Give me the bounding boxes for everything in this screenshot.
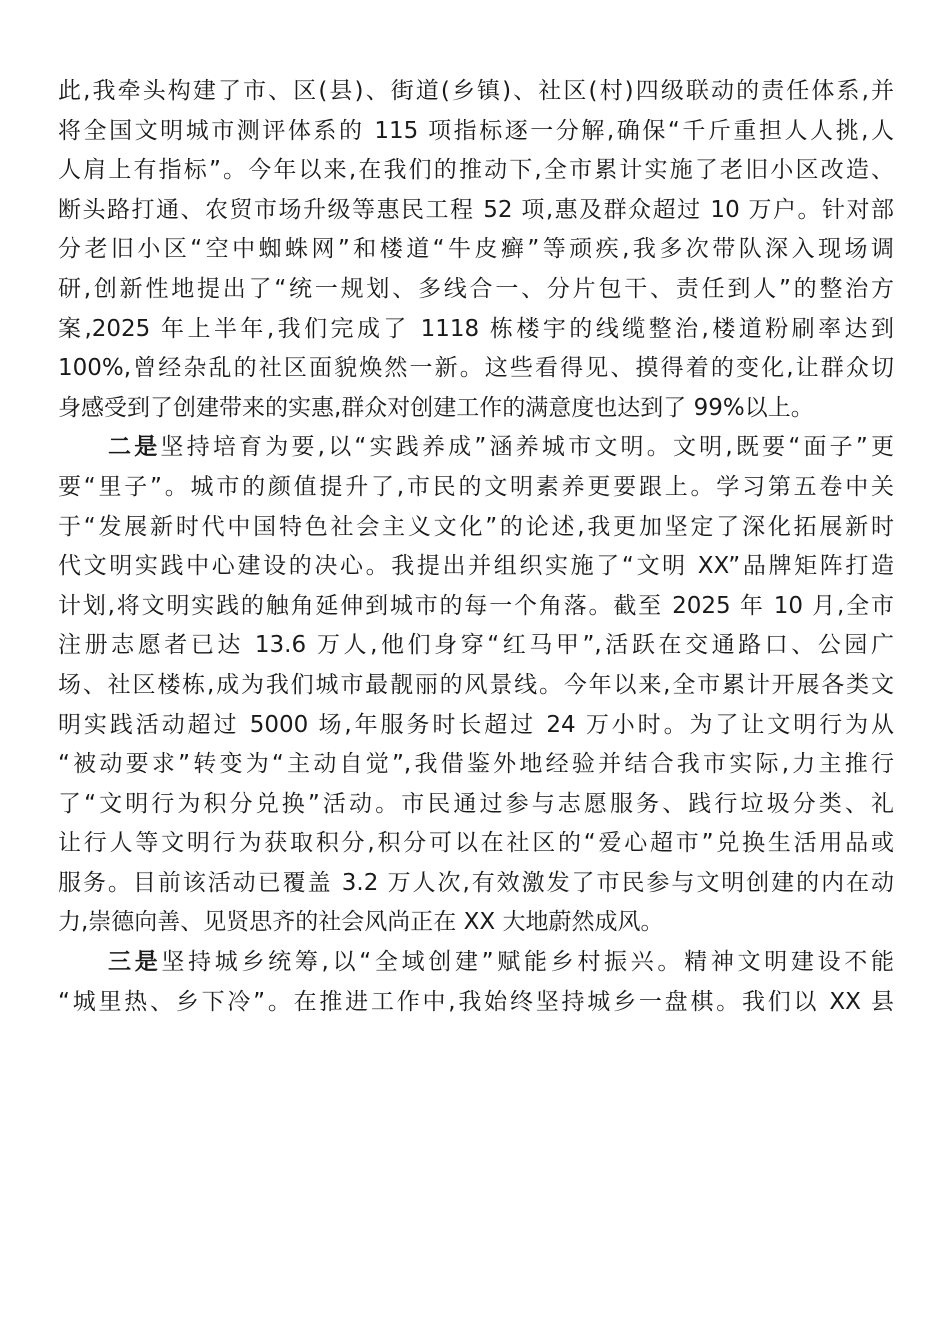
text-line: 明实践活动超过 5000 场,年服务时长超过 24 万小时。为了让文明行为从 bbox=[58, 711, 894, 738]
text-line: 将全国文明城市测评体系的 115 项指标逐一分解,确保“千斤重担人人挑,人 bbox=[58, 117, 894, 144]
paragraph-3 bbox=[58, 943, 894, 1022]
paragraph-first-line bbox=[58, 943, 894, 983]
paragraph-lead-heading: 三是 bbox=[108, 949, 162, 976]
paragraph-1 bbox=[58, 72, 894, 428]
text-line: 场、社区楼栋,成为我们城市最靓丽的风景线。今年以来,全市累计开展各类文 bbox=[58, 671, 894, 698]
text-line: “被动要求”转变为“主动自觉”,我借鉴外地经验并结合我市实际,力主推行 bbox=[58, 751, 894, 778]
paragraph-lead-heading: 二是 bbox=[108, 434, 161, 461]
text-line: 了“文明行为积分兑换”活动。市民通过参与志愿服务、践行垃圾分类、礼 bbox=[58, 790, 894, 817]
text-segment: 坚持培育为要,以“实践养成”涵养城市文明。文明,既要“面子”更 bbox=[160, 434, 894, 461]
paragraph-first-line bbox=[58, 428, 894, 468]
text-line: “城里热、乡下冷”。在推进工作中,我始终坚持城乡一盘棋。我们以 XX 县 bbox=[58, 988, 894, 1015]
text-line: 研,创新性地提出了“统一规划、多线合一、分片包干、责任到人”的整治方 bbox=[58, 275, 894, 302]
text-line: 力,崇德向善、见贤思齐的社会风尚正在 XX 大地蔚然成风。 bbox=[58, 909, 664, 936]
text-line: 要“里子”。城市的颜值提升了,市民的文明素养更要跟上。学习第五卷中关 bbox=[58, 473, 894, 500]
paragraph-2 bbox=[58, 428, 894, 943]
text-line: 分老旧小区“空中蜘蛛网”和楼道“牛皮癣”等顽疾,我多次带队深入现场调 bbox=[58, 236, 894, 263]
text-line: 100%,曾经杂乱的社区面貌焕然一新。这些看得见、摸得着的变化,让群众切 bbox=[58, 355, 894, 382]
text-line: 让行人等文明行为获取积分,积分可以在社区的“爱心超市”兑换生活用品或 bbox=[58, 830, 894, 857]
text-line: 注册志愿者已达 13.6 万人,他们身穿“红马甲”,活跃在交通路口、公园广 bbox=[58, 632, 894, 659]
text-line: 代文明实践中心建设的决心。我提出并组织实施了“文明 XX”品牌矩阵打造 bbox=[58, 553, 894, 580]
text-line: 计划,将文明实践的触角延伸到城市的每一个角落。截至 2025 年 10 月,全市 bbox=[58, 592, 894, 619]
text-line: 断头路打通、农贸市场升级等惠民工程 52 项,惠及群众超过 10 万户。针对部 bbox=[58, 196, 894, 223]
text-line: 身感受到了创建带来的实惠,群众对创建工作的满意度也达到了 99%以上。 bbox=[58, 394, 814, 421]
text-line: 此,我牵头构建了市、区(县)、街道(乡镇)、社区(村)四级联动的责任体系,并 bbox=[58, 78, 894, 104]
text-line: 于“发展新时代中国特色社会主义文化”的论述,我更加坚定了深化拓展新时 bbox=[58, 513, 894, 540]
text-line: 案,2025 年上半年,我们完成了 1118 栋楼宇的线缆整治,楼道粉刷率达到 bbox=[58, 315, 894, 342]
text-line: 服务。目前该活动已覆盖 3.2 万人次,有效激发了市民参与文明创建的内在动 bbox=[58, 869, 894, 896]
document-body bbox=[58, 72, 894, 1022]
text-segment: 坚持城乡统筹,以“全域创建”赋能乡村振兴。精神文明建设不能 bbox=[161, 949, 894, 976]
text-line: 人肩上有指标”。今年以来,在我们的推动下,全市累计实施了老旧小区改造、 bbox=[58, 157, 894, 184]
